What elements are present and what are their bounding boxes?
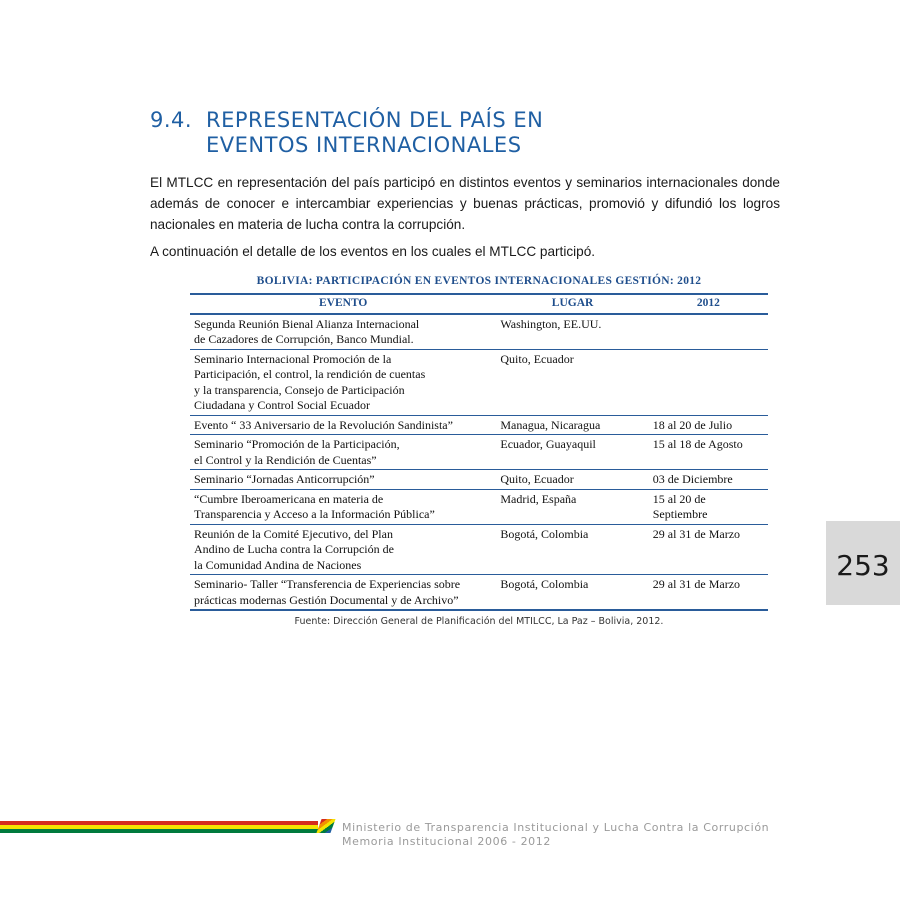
table-row <box>190 415 768 435</box>
table-row <box>190 489 768 524</box>
section-title-line1: REPRESENTACIÓN DEL PAÍS EN <box>206 108 544 132</box>
section-title-line2: EVENTOS INTERNACIONALES <box>206 133 522 157</box>
header-lugar: LUGAR <box>496 294 648 314</box>
table-source: Fuente: Dirección General de Planificación del MTILCC, La Paz – Bolivia, 2012. <box>294 616 664 627</box>
wiphala-icon <box>316 819 335 833</box>
bolivia-flag-stripe <box>0 821 318 833</box>
section-number: 9.4. <box>150 108 193 132</box>
cell-lugar: Washington, EE.UU. <box>496 314 648 350</box>
cell-fecha <box>649 314 768 350</box>
table-row <box>190 314 768 350</box>
footer <box>342 821 769 849</box>
cell-fecha <box>649 349 768 415</box>
cell-evento: Seminario “Promoción de la Participación, el Control y la Rendición de Cuentas” <box>190 435 496 470</box>
cell-lugar: Madrid, España <box>496 489 648 524</box>
cell-fecha: 29 al 31 de Marzo <box>649 524 768 575</box>
page-number: 253 <box>836 549 890 582</box>
table-header-row <box>190 294 768 314</box>
cell-lugar: Bogotá, Colombia <box>496 575 648 611</box>
cell-lugar: Quito, Ecuador <box>496 470 648 490</box>
cell-evento: “Cumbre Iberoamericana en materia de Transparencia y Acceso a la Información Pública” <box>190 489 496 524</box>
section-heading <box>150 108 710 158</box>
cell-fecha: 15 al 18 de Agosto <box>649 435 768 470</box>
cell-evento: Reunión de la Comité Ejecutivo, del Plan Andino de Lucha contra la Corrupción de la Comunidad Andina de Naciones <box>190 524 496 575</box>
cell-evento: Seminario Internacional Promoción de la Participación, el control, la rendición de cuentas y la transparencia, Consejo de Participación Ciudadana y Control Social Ecuador <box>190 349 496 415</box>
footer-ministry: Ministerio de Transparencia Institucional y Lucha Contra la Corrupción <box>342 821 770 834</box>
page-number-tab <box>826 521 900 605</box>
intro-paragraph: El MTLCC en representación del país participó en distintos eventos y seminarios internacionales donde además de conocer e intercambiar experiencias y buenas prácticas, promovió y difundió los logros nacionales en materia de lucha contra la corrupción. <box>150 175 780 232</box>
detail-paragraph: A continuación el detalle de los eventos en los cuales el MTLCC participó. <box>150 244 596 259</box>
header-year: 2012 <box>649 294 768 314</box>
cell-fecha: 18 al 20 de Julio <box>649 415 768 435</box>
table-row <box>190 349 768 415</box>
cell-fecha: 03 de Diciembre <box>649 470 768 490</box>
events-table <box>190 293 768 611</box>
table-row <box>190 575 768 611</box>
cell-fecha: 15 al 20 de Septiembre <box>649 489 768 524</box>
table-row <box>190 435 768 470</box>
cell-evento: Seminario “Jornadas Anticorrupción” <box>190 470 496 490</box>
table-row <box>190 470 768 490</box>
footer-memoria: Memoria Institucional 2006 - 2012 <box>342 835 551 848</box>
cell-lugar: Quito, Ecuador <box>496 349 648 415</box>
cell-lugar: Managua, Nicaragua <box>496 415 648 435</box>
cell-evento: Segunda Reunión Bienal Alianza Internacional de Cazadores de Corrupción, Banco Mundial. <box>190 314 496 350</box>
cell-evento: Seminario- Taller “Transferencia de Experiencias sobre prácticas modernas Gestión Documental y de Archivo” <box>190 575 496 611</box>
header-evento: EVENTO <box>190 294 496 314</box>
cell-lugar: Ecuador, Guayaquil <box>496 435 648 470</box>
table-title: BOLIVIA: PARTICIPACIÓN EN EVENTOS INTERNACIONALES GESTIÓN: 2012 <box>256 275 702 287</box>
cell-fecha: 29 al 31 de Marzo <box>649 575 768 611</box>
cell-lugar: Bogotá, Colombia <box>496 524 648 575</box>
table-row <box>190 524 768 575</box>
cell-evento: Evento “ 33 Aniversario de la Revolución Sandinista” <box>190 415 496 435</box>
